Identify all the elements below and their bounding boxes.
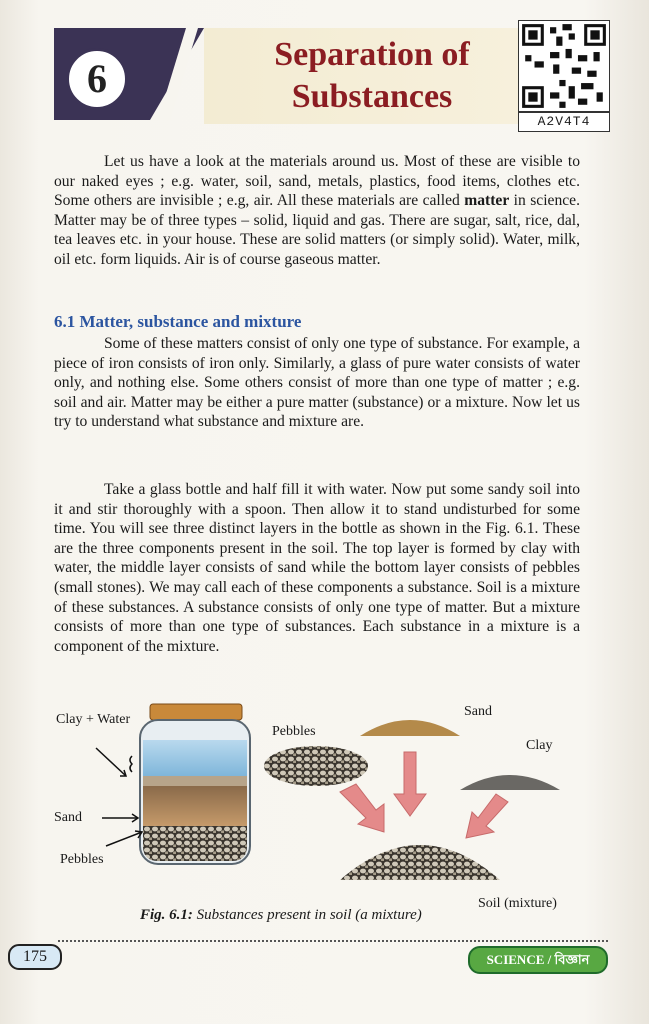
chapter-number: 6: [66, 48, 128, 110]
footer-divider: [58, 940, 608, 942]
caption-label: Fig. 6.1:: [140, 907, 193, 923]
chapter-title: [222, 34, 522, 118]
intro-text: Let us have a look at the materials around us. Most of these are visible to our naked eyes ; e.g. water, soil, sand, metals, plastics, food items, clothes etc. Some others are invisible ; e.g, air. All these materials are called: [54, 153, 580, 210]
paragraph-3: [54, 480, 580, 656]
label-sand: Sand: [464, 704, 492, 719]
chapter-header: [54, 24, 614, 132]
qr-code-label: A2V4T4: [518, 112, 610, 132]
matter-term: matter: [464, 192, 510, 210]
paragraph-3-text: Take a glass bottle and half fill it with water. Now put some sandy soil into it and stir thoroughly with a spoon. Then allow it to stand undisturbed for some time. You will see three distinct layers in the bottle as shown in the Fig. 6.1. These are the three components present in the soil. The top layer is formed by clay with water, the middle layer consists of sand while the bottom layer consists of pebbles (small stones). We may call each of these components a substance. Soil is a mixture of these substances. A substance consists of only one type of matter. But a mixture consists of more than one type of substances. Each substance in a mixture is a component of the mixture.: [54, 481, 580, 655]
clay-pile-icon: [460, 775, 560, 790]
chapter-title-line2: Substances: [291, 78, 453, 115]
figure-caption: [140, 907, 422, 924]
label-pebbles-jar: Pebbles: [60, 852, 104, 867]
label-clay: Clay: [526, 738, 553, 753]
section-heading: 6.1 Matter, substance and mixture: [54, 312, 302, 331]
caption-text: Substances present in soil (a mixture): [196, 907, 422, 923]
figure-6-1: [40, 700, 600, 930]
jar-label-arrows: [96, 748, 142, 846]
soil-mixture-pile-icon: [340, 845, 500, 880]
paragraph-2: [54, 334, 580, 432]
pebbles-pile-icon: [264, 746, 368, 786]
subject-badge: SCIENCE / বিজ্ঞান: [468, 946, 608, 974]
intro-paragraph: [54, 152, 580, 270]
paragraph-2-text: Some of these matters consist of only one type of substance. For example, a piece of iron consists of iron only. Similarly, a glass of pure water consists of water only, and nothing else. Some others consist of more than one type of matter ; e.g. soil and air. Matter may be either a pure matter (substance) or a mixture. Now let us try to understand what substance and mixture are.: [54, 335, 580, 431]
soil-figure-illustration: [40, 700, 600, 910]
intro-text-rest: in science. Matter may be of three types – solid, liquid and gas. There are sugar, salt, rice, dal, tea leaves etc. in your house. These are solid matters (or simply solid). Water, milk, oil etc. form liquids. Air is of course gaseous matter.: [54, 192, 580, 268]
chapter-title-line1: Separation of: [274, 36, 470, 73]
label-clay-water: Clay + Water: [56, 712, 131, 727]
sand-pile-icon: [360, 720, 460, 736]
label-soil-mixture: Soil (mixture): [478, 896, 557, 911]
label-sand-jar: Sand: [54, 810, 82, 825]
label-pebbles: Pebbles: [272, 724, 316, 739]
page-number: 175: [8, 944, 62, 970]
qr-code-icon[interactable]: [518, 20, 610, 112]
glass-jar-icon: [140, 704, 250, 864]
